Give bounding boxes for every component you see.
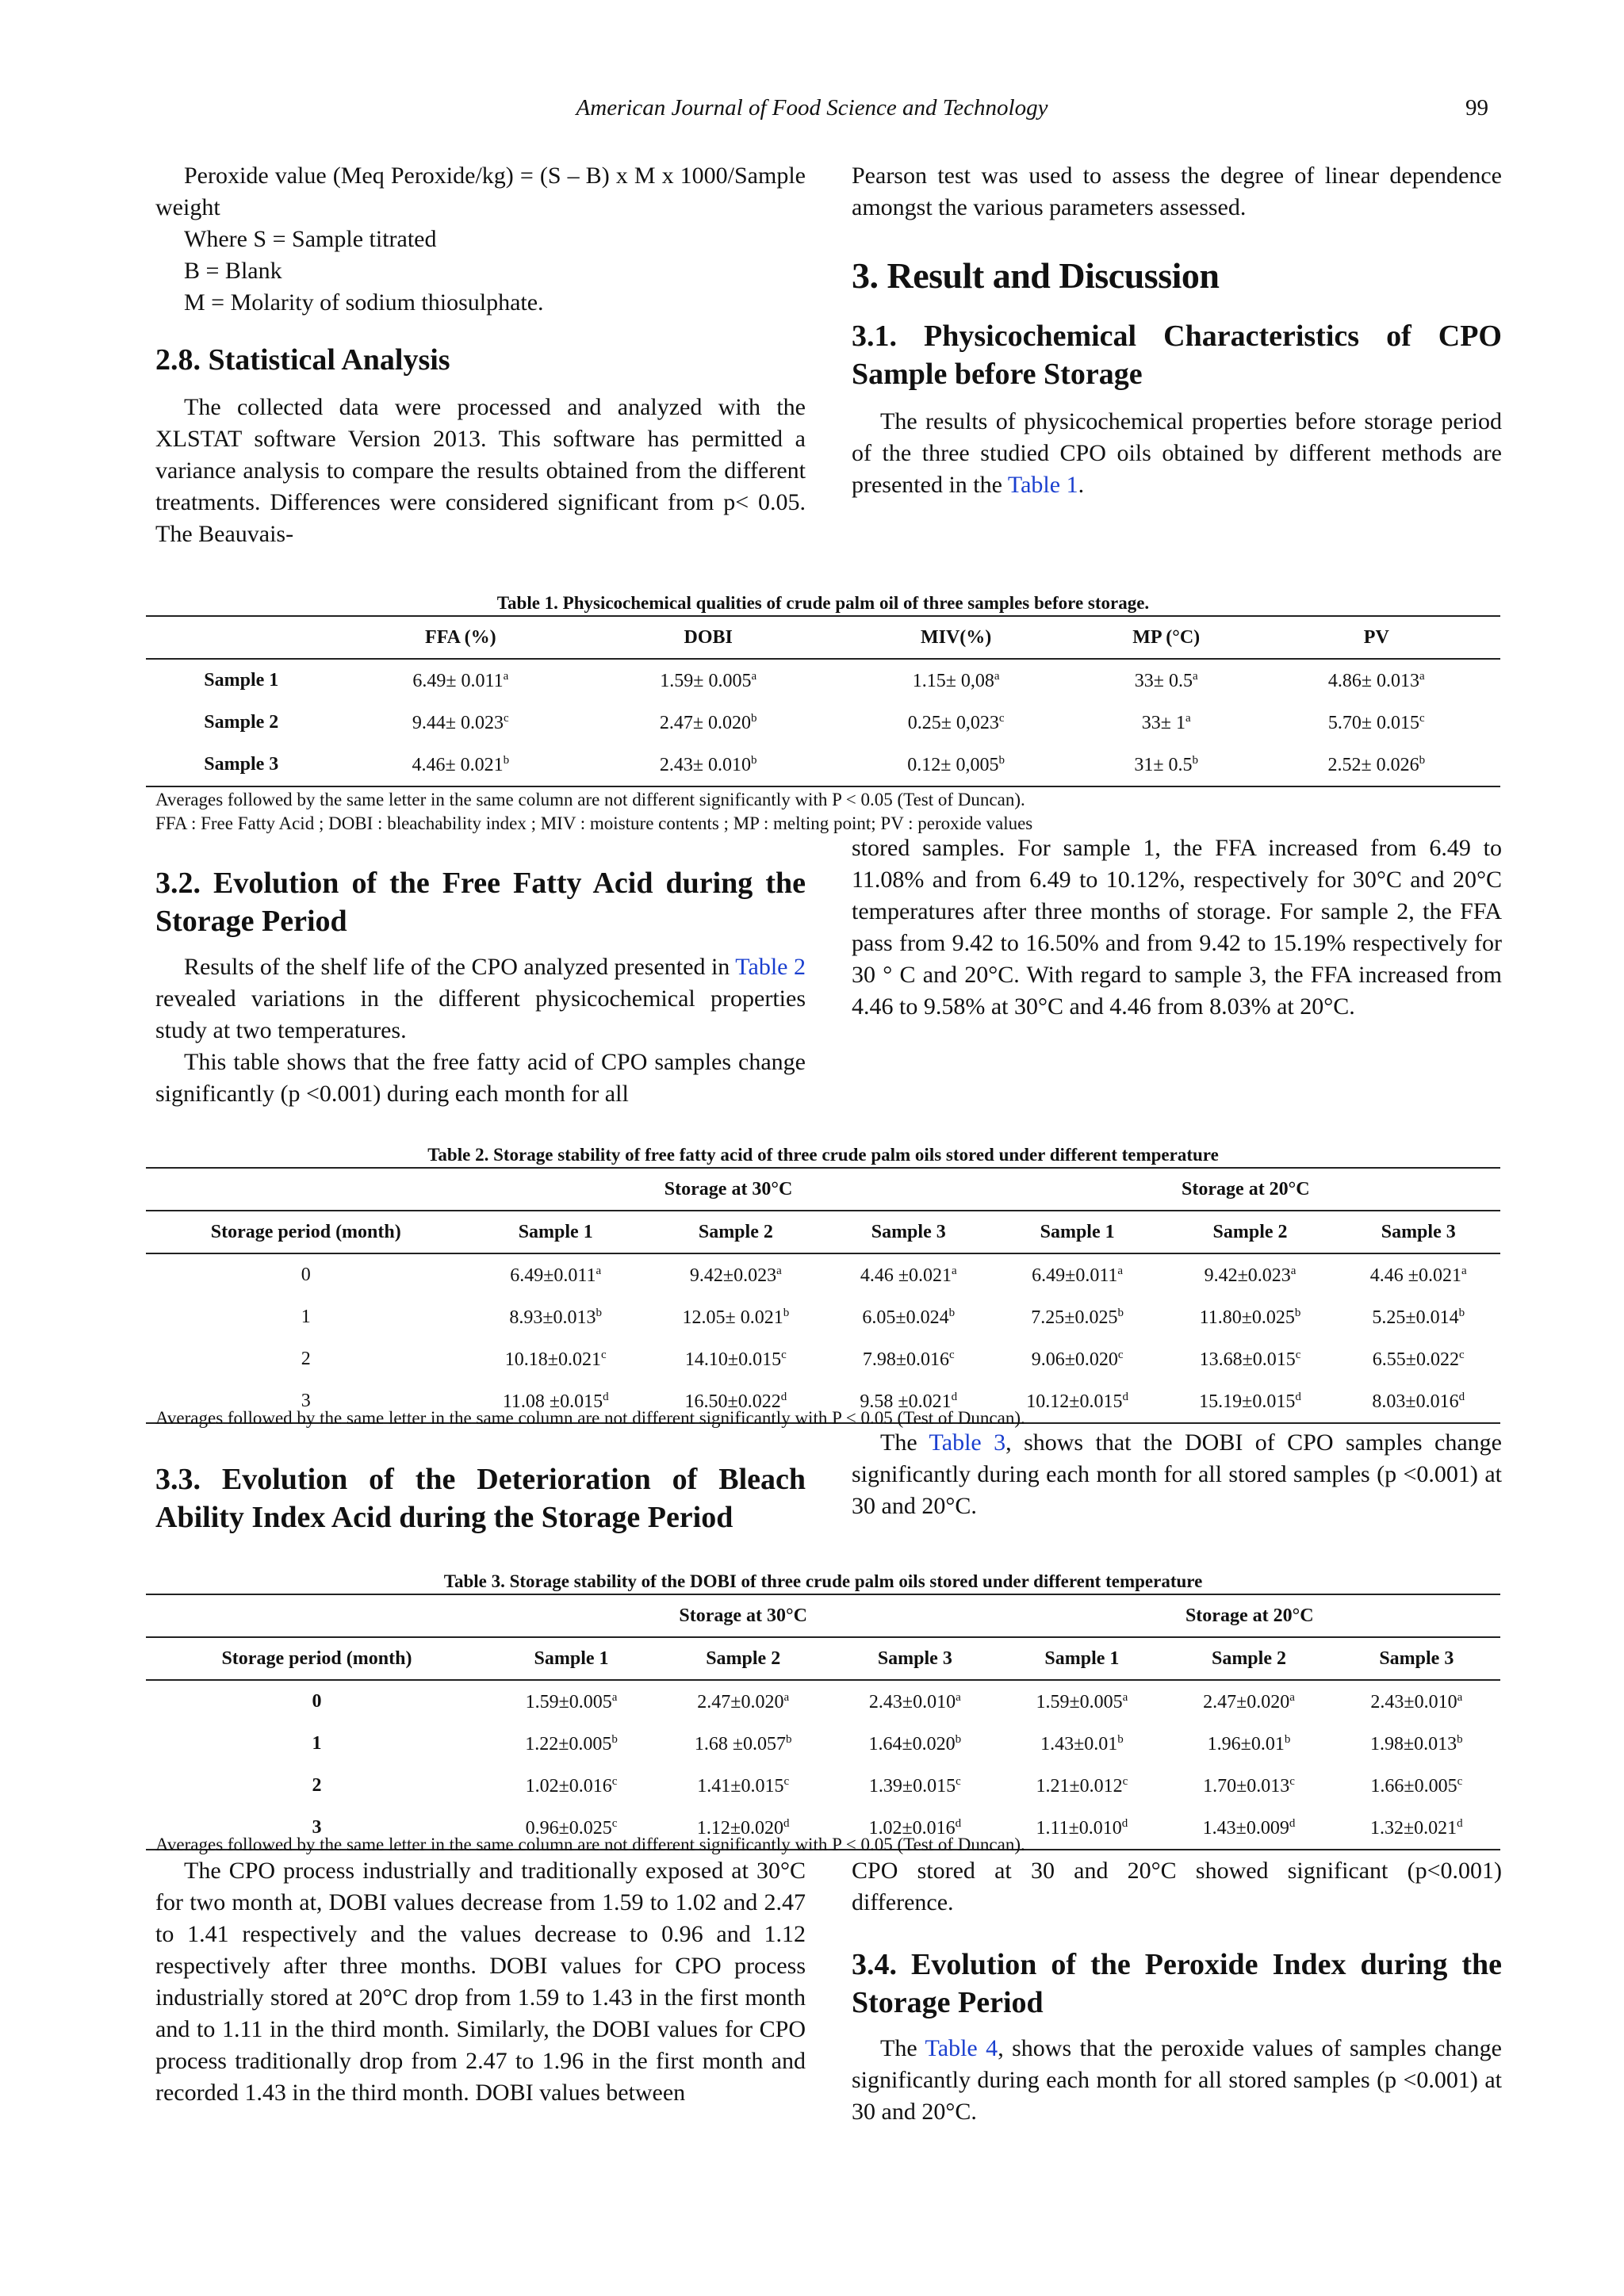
table-1-cell: 5.70± 0.015$^c$ [1327, 711, 1425, 733]
table-1 [146, 591, 1500, 787]
table-1-cell: 9.44± 0.023$^c$ [412, 711, 509, 733]
table-3-header-1: Sample 1 [534, 1647, 609, 1669]
table-row [146, 702, 1500, 744]
table-1-row-label: Sample 2 [204, 712, 279, 733]
table-2-row-label: 2 [301, 1349, 311, 1369]
left-column-3-3 [155, 1460, 806, 1536]
journal-title: American Journal of Food Science and Technology [576, 95, 1048, 121]
table-2-cell: 9.58 ±0.021$^d$ [860, 1390, 958, 1412]
table-2-cell: 9.06±0.020$^c$ [1031, 1348, 1124, 1370]
peroxide-formula: Peroxide value (Meq Peroxide/kg) = (S – B) x M x 1000/Sample weight [155, 163, 806, 220]
right-column-top [852, 160, 1502, 501]
table-2-grid [146, 1167, 1500, 1424]
heading-2-8: 2.8. Statistical Analysis [155, 343, 450, 377]
table-3-cell: 1.59±0.005$^a$ [1036, 1690, 1128, 1712]
table-2-cell: 16.50±0.022$^d$ [684, 1390, 787, 1412]
table-3-header-0: Storage period (month) [221, 1647, 412, 1669]
left-column-3-2 [155, 864, 806, 1110]
table-3-cell: 1.39±0.015$^c$ [868, 1774, 961, 1797]
table-1-cell: 1.15± 0,08$^a$ [912, 669, 1000, 691]
right-column-bottom [852, 1855, 1502, 2128]
table-1-note-1: Averages followed by the same letter in the same column are not different significantly with P < 0.05 (Test of Duncan). [155, 790, 1025, 809]
table-3-cell: 1.21±0.012$^c$ [1036, 1774, 1128, 1797]
heading-3-results: 3. Result and Discussion [852, 255, 1220, 296]
table-row [146, 1296, 1500, 1338]
right-column-ffa [852, 832, 1502, 1023]
heading-3-2: 3.2. Evolution of the Free Fatty Acid during the Storage Period [155, 867, 806, 938]
table-2-cell: 12.05± 0.021$^b$ [682, 1306, 790, 1328]
table-1-cell: 1.59± 0.005$^a$ [660, 669, 757, 691]
table-3-header-6: Sample 3 [1379, 1647, 1454, 1669]
table-3-cell: 1.59±0.005$^a$ [525, 1690, 618, 1712]
table-1-row-label: Sample 3 [204, 754, 279, 775]
table-3-header-4: Sample 1 [1044, 1647, 1120, 1669]
table-2-cell: 14.10±0.015$^c$ [684, 1348, 787, 1370]
table-3-cell: 1.64±0.020$^b$ [868, 1732, 962, 1755]
table-3 [146, 1570, 1500, 1850]
table-1-cell: $33\pm 1^a$ [1141, 711, 1191, 733]
table-3-cell: 1.02±0.016$^c$ [525, 1774, 618, 1797]
heading-3-1: 3.1. Physicochemical Characteristics of CPO Sample before Storage [852, 320, 1502, 391]
section-3-2-para-2: This table shows that the free fatty acid of CPO samples change significantly (p <0.001) during each month for all [155, 1049, 806, 1107]
table-1-grid [146, 615, 1500, 787]
table-1-cell: 4.46± 0.021$^b$ [412, 753, 510, 775]
table-3-row-label: 3 [312, 1817, 322, 1838]
table-3-cell: 1.66±0.005$^c$ [1370, 1774, 1463, 1797]
table-2-header-6: Sample 3 [1381, 1221, 1456, 1242]
table-3-cell: 0.96±0.025$^c$ [525, 1816, 618, 1839]
table-row [146, 1338, 1500, 1380]
table-2-header-5: Sample 2 [1212, 1221, 1288, 1242]
table-3-header-5: Sample 2 [1211, 1647, 1286, 1669]
table-3-row-label: 2 [312, 1775, 322, 1796]
table-1-cell: 0.12± 0,005$^b$ [907, 753, 1005, 775]
table-1-header-0 [146, 616, 337, 659]
table-2-cell: 8.03±0.016$^d$ [1372, 1390, 1465, 1412]
table-2-header-3: Sample 3 [871, 1221, 946, 1242]
table-1-header-5: PV [1363, 626, 1389, 648]
table-2-row-label: 3 [301, 1391, 311, 1411]
table-3-cell: 2.47±0.020$^a$ [697, 1690, 790, 1712]
table-3-header-3: Sample 3 [877, 1647, 952, 1669]
table-row [146, 1765, 1500, 1807]
table-1-cell: 2.43± 0.010$^b$ [659, 753, 757, 775]
table-3-cell: 1.32±0.021$^d$ [1369, 1816, 1463, 1839]
statistical-analysis-text: The collected data were processed and analyzed with the XLSTAT software Version 2013. This software has permitted a variance analysis to compare the results obtained from the different treatments. Differences were considered significant from p< 0.05. The Beauvais- [155, 394, 806, 547]
table-3-cell: 1.96±0.01$^b$ [1207, 1732, 1291, 1755]
table-1-row-label: Sample 1 [204, 670, 279, 691]
table-2-cell: 6.55±0.022$^c$ [1372, 1348, 1465, 1370]
heading-3-3: 3.3. Evolution of the Deterioration of Bleach Ability Index Acid during the Storage Period [155, 1463, 806, 1534]
table-3-header-2: Sample 2 [706, 1647, 781, 1669]
left-column-top [155, 160, 806, 550]
table-3-cell: 1.43±0.01$^b$ [1040, 1732, 1124, 1755]
left-column-bottom [155, 1855, 806, 2109]
where-b: B = Blank [184, 258, 282, 284]
table-3-cell: 1.11±0.010$^d$ [1036, 1816, 1128, 1839]
table-2-cell: 7.98±0.016$^c$ [862, 1348, 955, 1370]
table-row [146, 659, 1500, 702]
table-3-cell: 1.12±0.020$^d$ [696, 1816, 790, 1839]
where-m: M = Molarity of sodium thiosulphate. [184, 289, 544, 316]
table-2-header-0: Storage period (month) [210, 1221, 401, 1242]
table-3-cell: 2.43±0.010$^a$ [1370, 1690, 1463, 1712]
running-header [0, 95, 1624, 130]
table-1-header-2: DOBI [684, 626, 733, 648]
table-2-caption: Table 2. Storage stability of free fatty acid of three crude palm oils stored under different temperature [427, 1145, 1219, 1165]
table-2-link[interactable]: Table 2 [735, 954, 806, 980]
section-3-4-text: The Table 4, shows that the peroxide values of samples change significantly during each month for all stored samples (p <0.001) at 30 and 20°C. [852, 2035, 1502, 2125]
table-2-cell: 10.18±0.021$^c$ [504, 1348, 607, 1370]
table-2-header-4: Sample 1 [1040, 1221, 1115, 1242]
table-2-cell: 6.49±0.011$^a$ [510, 1264, 602, 1286]
group-30c: Storage at 30°C [664, 1178, 793, 1200]
section-3-2-para-1: Results of the shelf life of the CPO analyzed presented in Table 2 revealed variations in the different physicochemical properties study at two temperatures. [155, 954, 806, 1043]
table-1-cell: 2.52± 0.026$^b$ [1327, 753, 1426, 775]
table-2-cell: 4.46 ±0.021$^a$ [1369, 1264, 1467, 1286]
table-2-cell: 5.25±0.014$^b$ [1372, 1306, 1465, 1328]
table-1-caption: Table 1. Physicochemical qualities of crude palm oil of three samples before storage. [496, 593, 1150, 613]
group-20c: Storage at 20°C [1185, 1605, 1314, 1626]
table-1-header-1: FFA (%) [425, 626, 496, 648]
table-2-note: Averages followed by the same letter in the same column are not different significantly with P < 0.05 (Test of Duncan). [155, 1408, 1025, 1428]
table-2 [146, 1143, 1500, 1424]
table-2-cell: 11.08 ±0.015$^d$ [502, 1390, 609, 1412]
dobi-discussion-text: The CPO process industrially and traditionally exposed at 30°C for two month at, DOBI values decrease from 1.59 to 1.02 and 2.47 to 1.41 respectively and the values decrease to 0.96 and 1.12 respectively after three months. DOBI values for CPO process industrially stored at 20°C drop from 1.59 to 1.43 in the first month and to 1.11 in the third month. Similarly, the DOBI values for CPO process traditionally drop from 2.47 to 1.96 in the first month and recorded 1.43 in the third month. DOBI values between [155, 1858, 806, 2106]
heading-3-4: 3.4. Evolution of the Peroxide Index during the Storage Period [852, 1948, 1502, 2019]
table-row [146, 1253, 1500, 1296]
where-s: Where S = Sample titrated [184, 226, 437, 252]
table-2-cell: 8.93±0.013$^b$ [509, 1306, 603, 1328]
table-3-cell: 1.43±0.009$^d$ [1202, 1816, 1296, 1839]
table-2-cell: 7.25±0.025$^b$ [1031, 1306, 1124, 1328]
table-1-header-4: MP (°C) [1132, 626, 1201, 648]
right-column-3-3 [852, 1427, 1502, 1522]
table-3-cell: 1.41±0.015$^c$ [697, 1774, 790, 1797]
table-2-cell: 9.42±0.023$^a$ [1204, 1264, 1297, 1286]
table-3-grid [146, 1594, 1500, 1850]
table-1-header-3: MIV(%) [920, 626, 992, 648]
table-2-cell: 4.46 ±0.021$^a$ [860, 1264, 957, 1286]
table-4-link[interactable]: Table 4 [925, 2035, 998, 2061]
table-2-header-1: Sample 1 [518, 1221, 593, 1242]
table-2-cell: 6.49±0.011$^a$ [1032, 1264, 1124, 1286]
table-2-row-label: 1 [301, 1307, 311, 1327]
table-1-cell: 33± 0.5$^a$ [1134, 669, 1198, 691]
table-1-note-2: FFA : Free Fatty Acid ; DOBI : bleachability index ; MIV : moisture contents ; MP : melting point; PV : peroxide values [155, 813, 1033, 833]
table-3-note: Averages followed by the same letter in the same column are not different significantly with P < 0.05 (Test of Duncan). [155, 1835, 1025, 1854]
table-3-cell: 1.22±0.005$^b$ [525, 1732, 618, 1755]
table-2-row-label: 0 [301, 1265, 311, 1285]
table-3-cell: 1.70±0.013$^c$ [1203, 1774, 1295, 1797]
table-3-cell: 1.98±0.013$^b$ [1369, 1732, 1463, 1755]
table-1-cell: 6.49± 0.011$^a$ [412, 669, 509, 691]
pearson-text: Pearson test was used to assess the degree of linear dependence amongst the various parameters assessed. [852, 163, 1502, 220]
table-3-cell: 2.47±0.020$^a$ [1203, 1690, 1295, 1712]
table-1-link[interactable]: Table 1 [1007, 472, 1078, 498]
table-row [146, 1723, 1500, 1765]
table-1-cell: 0.25± 0,023$^c$ [907, 711, 1005, 733]
table-2-cell: 10.12±0.015$^d$ [1026, 1390, 1128, 1412]
table-2-cell: 15.19±0.015$^d$ [1199, 1390, 1301, 1412]
table-3-row-label: 0 [312, 1691, 322, 1712]
table-3-cell: 1.02±0.016$^d$ [868, 1816, 962, 1839]
section-3-1-text: The results of physicochemical properties before storage period of the three studied CPO oils obtained by different methods are presented in the Table 1. [852, 408, 1502, 498]
table-row [146, 744, 1500, 786]
table-1-cell: 31± 0.5$^b$ [1134, 753, 1199, 775]
table-3-caption: Table 3. Storage stability of the DOBI of three crude palm oils stored under different temperature [443, 1571, 1203, 1591]
group-30c: Storage at 30°C [679, 1605, 807, 1626]
group-20c: Storage at 20°C [1182, 1178, 1310, 1200]
dobi-intro-text: The Table 3, shows that the DOBI of CPO samples change significantly during each month for all stored samples (p <0.001) at 30 and 20°C. [852, 1429, 1502, 1519]
table-3-link[interactable]: Table 3 [929, 1429, 1006, 1456]
table-2-cell: 11.80±0.025$^b$ [1199, 1306, 1301, 1328]
table-row [146, 1680, 1500, 1723]
table-2-cell: 13.68±0.015$^c$ [1199, 1348, 1301, 1370]
table-2-cell: 9.42±0.023$^a$ [689, 1264, 782, 1286]
table-3-row-label: 1 [312, 1733, 322, 1754]
table-1-cell: 4.86± 0.013$^a$ [1327, 669, 1425, 691]
ffa-results-text: stored samples. For sample 1, the FFA increased from 6.49 to 11.08% and from 6.49 to 10.12%, respectively for 30°C and 20°C temperatures after three months of storage. For sample 2, the FFA pass from 9.42 to 16.50% and from 9.42 to 15.19% respectively for 30 ° C and 20°C. With regard to sample 3, the FFA increased from 4.46 to 9.58% at 30°C and 4.46 from 8.03% at 20°C. [852, 835, 1502, 1020]
table-2-cell: 6.05±0.024$^b$ [862, 1306, 956, 1328]
table-1-cell: 2.47± 0.020$^b$ [659, 711, 757, 733]
table-3-cell: 2.43±0.010$^a$ [868, 1690, 961, 1712]
table-2-header-2: Sample 2 [698, 1221, 773, 1242]
page-number: 99 [1465, 95, 1488, 121]
dobi-continuation-text: CPO stored at 30 and 20°C showed significant (p<0.001) difference. [852, 1858, 1502, 1915]
table-3-cell: 1.68 ±0.057$^b$ [694, 1732, 792, 1755]
